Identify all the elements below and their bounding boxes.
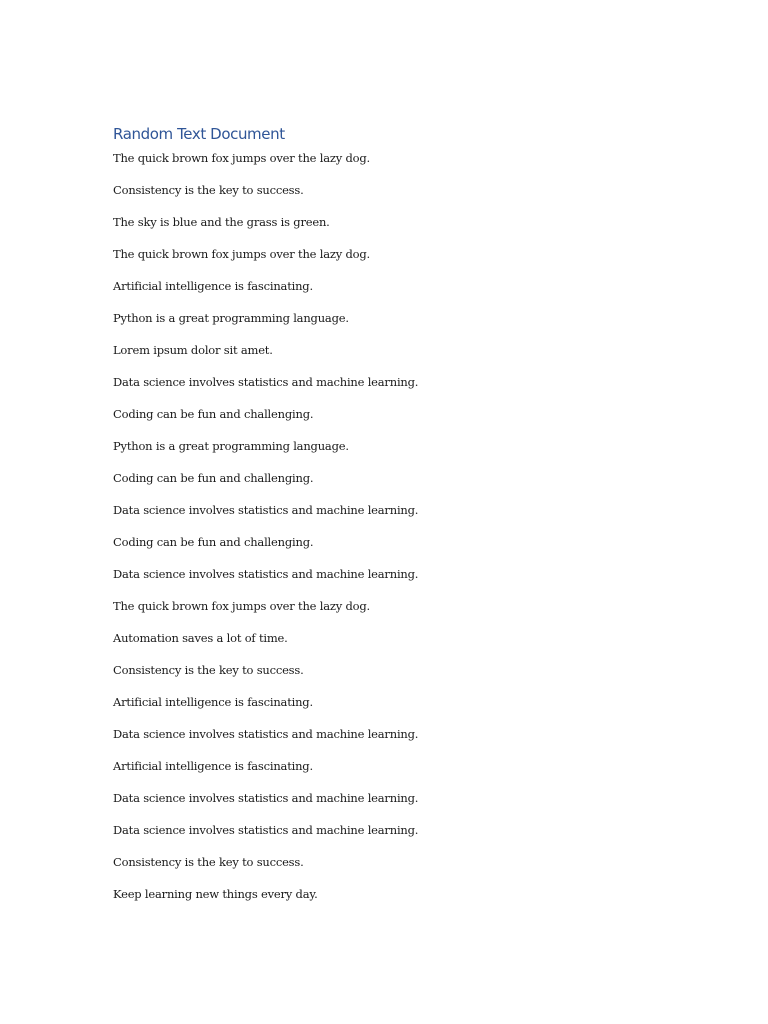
paragraph: The quick brown fox jumps over the lazy dog. (113, 247, 370, 261)
paragraph: Keep learning new things every day. (113, 887, 318, 901)
paragraph: Artificial intelligence is fascinating. (113, 759, 313, 773)
paragraph: Data science involves statistics and machine learning. (113, 823, 419, 837)
paragraph: Artificial intelligence is fascinating. (113, 279, 313, 293)
paragraph: Coding can be fun and challenging. (113, 407, 314, 421)
paragraph: Python is a great programming language. (113, 439, 349, 453)
paragraph: Automation saves a lot of time. (113, 631, 288, 645)
paragraph: Data science involves statistics and machine learning. (113, 727, 419, 741)
paragraph: Data science involves statistics and machine learning. (113, 375, 419, 389)
paragraph: Coding can be fun and challenging. (113, 471, 314, 485)
paragraph: Data science involves statistics and machine learning. (113, 791, 419, 805)
paragraph: Consistency is the key to success. (113, 663, 304, 677)
paragraph: Coding can be fun and challenging. (113, 535, 314, 549)
paragraph: Data science involves statistics and machine learning. (113, 503, 419, 517)
paragraph: Python is a great programming language. (113, 311, 349, 325)
paragraph: The quick brown fox jumps over the lazy dog. (113, 151, 370, 165)
paragraph: Lorem ipsum dolor sit amet. (113, 343, 273, 357)
paragraph: The quick brown fox jumps over the lazy dog. (113, 599, 370, 613)
document-title: Random Text Document (113, 125, 285, 143)
paragraph: Artificial intelligence is fascinating. (113, 695, 313, 709)
paragraph: Consistency is the key to success. (113, 183, 304, 197)
paragraph: Data science involves statistics and machine learning. (113, 567, 419, 581)
paragraph: The sky is blue and the grass is green. (113, 215, 330, 229)
paragraph: Consistency is the key to success. (113, 855, 304, 869)
